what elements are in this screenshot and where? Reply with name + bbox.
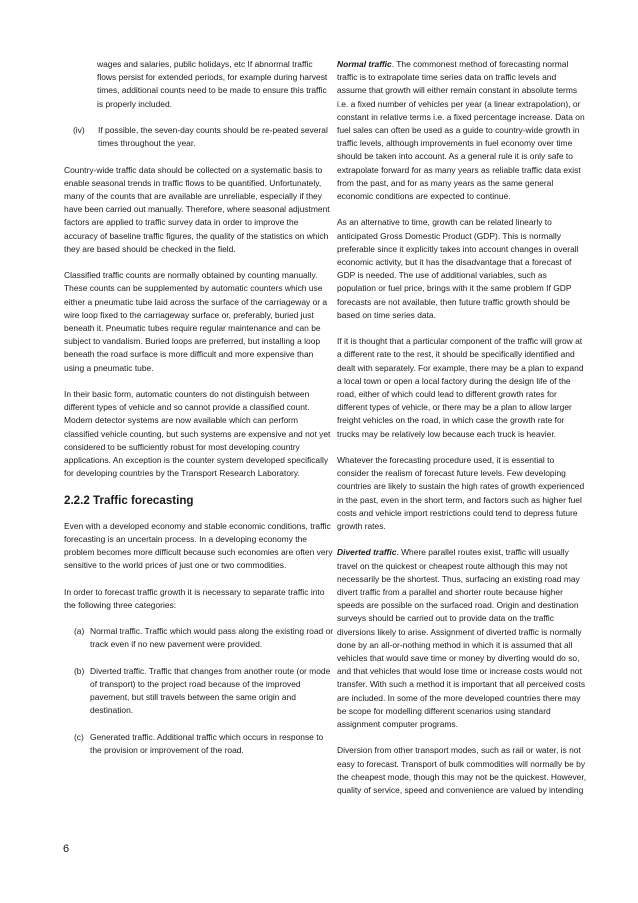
paragraph-normal-traffic xyxy=(337,58,587,203)
right-column xyxy=(337,58,587,810)
list-item-b xyxy=(64,665,334,718)
paragraph-country-wide: Country-wide traffic data should be collected on a systematic basis to enable seasonal trends in traffic flows to be quantified. Unfortunately, many of the counts that are available are unreliable, especially if they have been carried out manually. Therefore, where seasonal adjustment factors are applied to traffic survey data in order to improve the accuracy of baseline traffic figures, the quality of the statistics on which they are based should be checked in the field. xyxy=(64,164,330,254)
paragraph-particular-component: If it is thought that a particular component of the traffic will grow at a different rate to the rest, it should be specifically identified and dealt with separately. For example, there may be a plan to expand a local town or open a local factory during the design life of the road, either of which could lead to different growth rates for different types of vehicle, or there may be a plan to allow larger freight vehicles on the road, in which case the growth rate for trucks may be relatively low because each truck is heavier. xyxy=(337,336,584,439)
list-item-c xyxy=(64,731,334,757)
paragraph-wages: wages and salaries, public holidays, etc If abnormal traffic flows persist for extended periods, for example during harvest times, additional counts need to be made to ensure this traffic is properly included. xyxy=(97,59,328,109)
list-item-a xyxy=(64,625,334,651)
page-number: 6 xyxy=(63,843,70,855)
list-text-c: Generated traffic. Additional traffic which occurs in response to the provision or improvement of the road. xyxy=(90,731,324,756)
list-marker-iv: (iv) xyxy=(73,125,85,135)
list-text-b: Diverted traffic. Traffic that changes from another route (or mode of transport) to the project road because of the improved pavement, but still travels between the same origin and destination. xyxy=(90,665,331,716)
list-item-iv xyxy=(64,124,334,150)
paragraph-in-order: In order to forecast traffic growth it is necessary to separate traffic into the following three categories: xyxy=(64,586,325,610)
diverted-traffic-text: . Where parallel routes exist, traffic will usually travel on the quickest or cheapest route although this may not necessarily be the shortest. Thus, surfacing an existing road may divert traffic from a parallel and shorter route because higher speeds are possible on the surfaced road. Origin and destination surveys should be carried out to provide data on the traffic diversions likely to arise. Assignment of diverted traffic is normally done by an all-or-nothing method in which it is assumed that all vehicles that would save time or money by diverting would do so, and that vehicles that would lose time or increase costs would not transfer. With such a method it is important that all perceived costs are included. In some of the more developed countries there may be scope for modelling different scenarios using standard assignment computer programs. xyxy=(337,547,586,730)
normal-traffic-lead: Normal traffic xyxy=(337,59,392,69)
paragraph-basic-form: In their basic form, automatic counters do not distinguish between different types of vehicle and so cannot provide a classified count. Modern detector systems are now available which can perform classified vehicle counting, but such systems are expensive and not yet considered to be sufficiently robust for most developing country applications. An exception is the counter system developed specifically for developing countries by the Transport Research Laboratory. xyxy=(64,389,331,479)
left-column xyxy=(64,58,334,770)
normal-traffic-text: . The commonest method of forecasting normal traffic is to extrapolate time series data on traffic levels and assume that growth will either remain constant in absolute terms i.e. a fixed number of vehicles per year (a linear extrapolation), or constant in relative terms i.e. a fixed percentage increase. Data on fuel sales can often be used as a guide to country-wide growth in traffic levels, although improvements in fuel economy over time should be taken into account. As a general rule it is only safe to extrapolate forward for as many years as reliable traffic data exist from the past, and for as many years as the same general economic conditions are expected to continue. xyxy=(337,59,585,202)
list-text-iv: If possible, the seven-day counts should be re-peated several times throughout the year. xyxy=(98,125,328,149)
paragraph-classified-counts: Classified traffic counts are normally obtained by counting manually. These counts can be supplemented by automatic counters which use either a pneumatic tube laid across the surface of the carriageway or a wire loop fixed to the carriageway surface or, preferably, buried just beneath it. Pneumatic tubes require regular maintenance and can be subject to vandalism. Buried loops are preferred, but installing a loop beneath the road surface is more difficult and more expensive than using a pneumatic tube. xyxy=(64,270,328,373)
list-marker-c: (c) xyxy=(74,731,84,742)
diverted-traffic-lead: Diverted traffic xyxy=(337,547,397,558)
section-heading: 2.2.2 Traffic forecasting xyxy=(64,493,194,507)
paragraph-diversion: Diversion from other transport modes, such as rail or water, is not easy to forecast. Transport of bulk commodities will normally be by the cheapest mode, though this may not be the quickest. However, quality of service, speed and convenience are valued by intending xyxy=(337,745,587,796)
paragraph-even-with: Even with a developed economy and stable economic conditions, traffic forecasting is an uncertain process. In a developing economy the problem becomes more difficult because such economies are often very sensitive to the world prices of just one or two commodities. xyxy=(64,520,333,571)
list-text-a: Normal traffic. Traffic which would pass along the existing road or track even if no new pavement were provided. xyxy=(90,626,334,650)
list-marker-a: (a) xyxy=(74,626,85,637)
list-marker-b: (b) xyxy=(74,665,85,676)
paragraph-alternative: As an alternative to time, growth can be related linearly to anticipated Gross Domestic Product (GDP). This is normally preferable since it explicitly takes into account changes in overall economic activity, but it has the disadvantage that a forecast of GDP is needed. The use of additional variables, such as population or fuel price, brings with it the same problem If GDP forecasts are not available, then future traffic growth should be based on time series data. xyxy=(337,217,579,320)
paragraph-diverted-traffic xyxy=(337,546,587,731)
paragraph-whatever: Whatever the forecasting procedure used, it is essential to consider the realism of forecast future levels. Few developing countries are likely to sustain the high rates of growth experienced in the past, even in the short term, and factors such as higher fuel costs and vehicle import restrictions could tend to depress future growth rates. xyxy=(337,455,585,532)
